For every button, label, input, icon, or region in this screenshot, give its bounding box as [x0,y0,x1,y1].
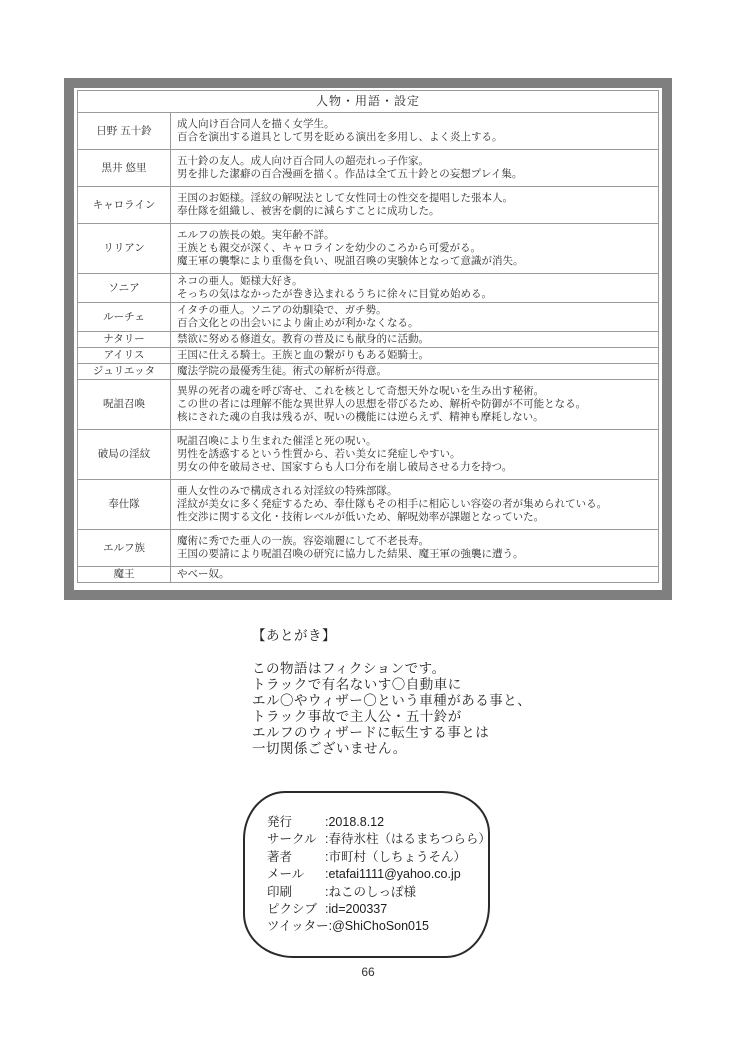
table-row [78,150,659,187]
description-line: 異界の死者の魂を呼び寄せ、これを核として奇想天外な呪いを生み出す秘術。 [177,385,545,397]
term-cell: キャロライン [78,187,171,224]
description-line: 男性を誘惑するという性質から、若い美女に発症しやすい。 [177,448,461,460]
table-row [78,530,659,567]
colophon-value: :@ShiChoSon015 [328,919,429,934]
description-line: やべー奴。 [177,568,230,580]
description-cell [171,274,659,303]
table-row [78,380,659,430]
colophon-label: ツイッター [267,919,329,934]
afterword-heading: 【あとがき】 [252,628,336,643]
description-line: 性交渉に関する文化・技術レベルが低いため、解呪効率が課題となっていた。 [177,511,545,523]
table-row [78,430,659,480]
description-line: 呪詛召喚により生まれた催淫と死の呪い。 [177,435,377,447]
description-line: 王国のお姫様。淫紋の解呪法として女性同士の性交を提唱した張本人。 [177,192,513,204]
afterword-line: トラックで有名ないす〇自動車に [252,677,462,692]
colophon-box [243,791,490,958]
colophon-label: サークル [267,832,317,847]
description-line: 亜人女性のみで構成される対淫紋の特殊部隊。 [177,485,398,497]
table-row [78,113,659,150]
colophon-row [267,814,488,831]
afterword-line: この物語はフィクションです。 [252,661,446,676]
term-cell: 奉仕隊 [78,480,171,530]
colophon-value: :ねこのしっぽ様 [325,884,416,899]
term-cell: アイリス [78,348,171,364]
description-line: 王国の要請により呪詛召喚の研究に協力した結果、魔王軍の強襲に遭う。 [177,548,524,560]
colophon-label: 発行 [267,815,293,829]
character-table-body [78,113,659,583]
description-cell [171,530,659,567]
description-line: 禁欲に努める修道女。教育の普及にも献身的に活動。 [177,333,429,345]
description-cell [171,480,659,530]
table-row [78,303,659,332]
description-cell [171,187,659,224]
table-row [78,480,659,530]
description-cell [171,430,659,480]
colophon-row [267,866,488,883]
description-line: エルフの族長の娘。実年齢不詳。 [177,229,335,241]
term-cell: ジュリエッタ [78,364,171,380]
colophon-value: :2018.8.12 [325,815,385,829]
colophon-row [267,918,488,935]
description-cell [171,303,659,332]
description-line: 魔王軍の襲撃により重傷を負い、呪詛召喚の実験体となって意識が消失。 [177,255,524,267]
character-table-head [78,91,659,113]
colophon-row [267,831,491,848]
description-line: そっちの気はなかったが巻き込まれるうちに徐々に目覚め始める。 [177,288,492,300]
description-cell [171,332,659,348]
term-cell: エルフ族 [78,530,171,567]
afterword-line: エル〇やウィザー〇という車種がある事と、 [252,693,532,708]
table-row [78,348,659,364]
description-line: 魔術に秀でた亜人の一族。容姿端麗にして不老長寿。 [177,535,429,547]
table-row [78,332,659,348]
description-line: 王族とも親交が深く、キャロラインを幼少のころから可愛がる。 [177,242,481,254]
description-line: 百合文化との出会いにより歯止めが利かなくなる。 [177,317,419,329]
colophon-label: メール [267,867,305,882]
table-row [78,364,659,380]
colophon-row [267,884,488,901]
table-row [78,224,659,274]
term-cell: リリアン [78,224,171,274]
afterword-line: 一切関係ございません。 [252,741,407,756]
term-cell: ルーチェ [78,303,171,332]
description-cell [171,150,659,187]
description-line: 魔法学院の最優秀生徒。術式の解析が得意。 [177,365,387,377]
term-cell: 魔王 [78,567,171,583]
description-line: 王国に仕える騎士。王族と血の繋がりもある姫騎士。 [177,349,429,361]
description-line: 奉仕隊を組織し、被害を劇的に減らすことに成功した。 [177,205,440,217]
description-cell [171,348,659,364]
description-line: イタチの亜人。ソニアの幼馴染で、ガチ勢。 [177,304,387,316]
colophon-label: 著者 [267,849,293,864]
table-row [78,274,659,303]
description-line: 百合を演出する道具として男を貶める演出を多用し、よく炎上する。 [177,131,503,143]
term-cell: ナタリー [78,332,171,348]
character-table [77,90,659,583]
description-line: ネコの亜人。姫様大好き。 [177,275,303,287]
character-table-frame [64,78,672,600]
description-line: 五十鈴の友人。成人向け百合同人の超売れっ子作家。 [177,155,429,167]
afterword-section [252,628,531,757]
page-number: 66 [361,965,375,979]
term-cell: 呪詛召喚 [78,380,171,430]
description-line: 成人向け百合同人を描く女学生。 [177,118,335,130]
table-row [78,567,659,583]
description-line: 核にされた魂の自我は残るが、呪いの機能には逆らえず、精神も摩耗しない。 [177,411,544,423]
table-title: 人物・用語・設定 [78,91,659,113]
afterword-line: トラック事故で主人公・五十鈴が [252,709,462,724]
table-title-row [78,91,659,113]
description-cell [171,113,659,150]
term-cell: 日野 五十鈴 [78,113,171,150]
term-cell: 破局の淫紋 [78,430,171,480]
colophon-value: :市町村（しちょうそん） [325,849,466,864]
description-cell [171,567,659,583]
description-cell [171,224,659,274]
term-cell: 黒井 悠里 [78,150,171,187]
colophon-value: :id=200337 [325,902,388,917]
colophon-value: :etafai1111@yahoo.co.jp [325,867,461,882]
colophon-row [267,901,488,918]
description-cell [171,380,659,430]
colophon-value: :春待氷柱（はるまちつらら） [325,832,491,847]
afterword-body [252,661,531,757]
description-line: 男を排した潔癖の百合漫画を描く。作品は全て五十鈴との妄想プレイ集。 [177,168,523,180]
table-row [78,187,659,224]
description-line: 男女の仲を破局させ、国家すらも人口分布を崩し破局させる力を持つ。 [177,461,513,473]
colophon-label: ピクシブ [267,902,318,917]
description-line: 淫紋が美女に多く発症するため、奉仕隊もその相手に相応しい容姿の者が集められている。 [177,498,608,510]
colophon-label: 印刷 [267,884,293,899]
description-line: この世の者には理解不能な異世界人の思想を帯びるため、解析や防御が不可能となる。 [177,398,587,410]
colophon-row [267,849,488,866]
afterword-line: エルフのウィザードに転生する事とは [252,725,490,740]
description-cell [171,364,659,380]
term-cell: ソニア [78,274,171,303]
